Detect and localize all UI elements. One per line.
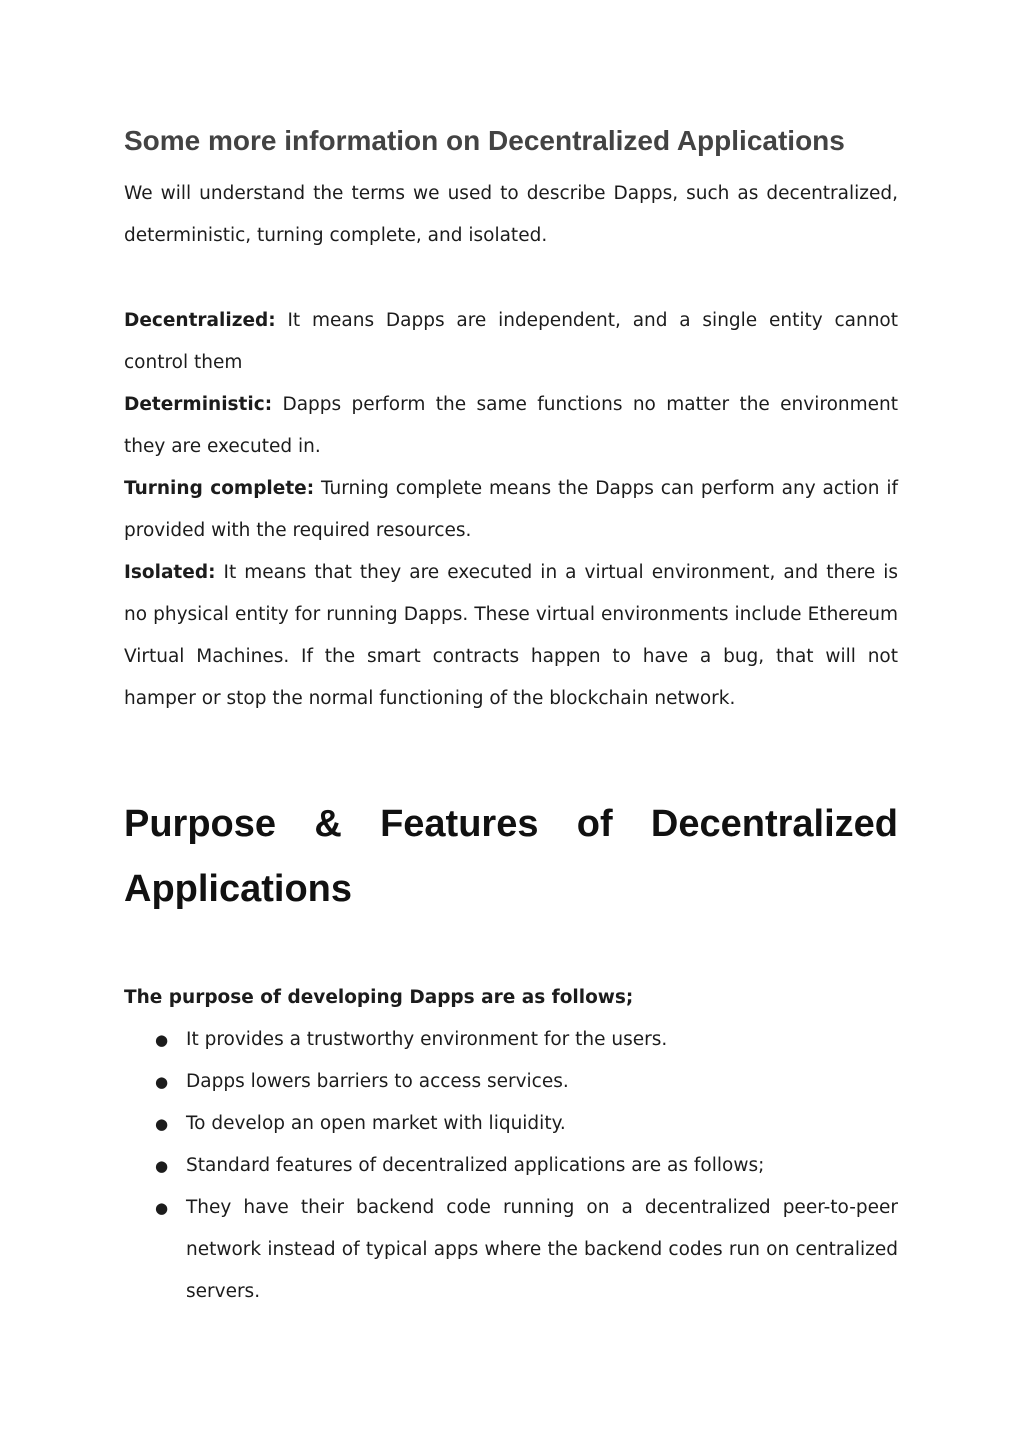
definition-decentralized — [124, 300, 898, 384]
main-heading-word: Purpose — [124, 803, 277, 845]
bullet-icon: ● — [155, 1115, 169, 1133]
main-heading-line-1 — [124, 792, 898, 857]
definition-text: It means that they are executed in a virtual environment, and there is no physical entity for running Dapps. These virtual environments include Ethereum Virtual Machines. If the smart contracts happen to have a bug, that will not hamper or stop the normal functioning of the blockchain network. — [124, 562, 898, 709]
main-heading — [124, 792, 898, 922]
definition-term: Turning complete: — [124, 478, 315, 499]
bullet-icon: ● — [155, 1031, 169, 1049]
list-item-text: Dapps lowers barriers to access services. — [186, 1071, 569, 1092]
main-heading-word: & — [314, 803, 342, 845]
main-heading-word: of — [576, 803, 613, 845]
intro-paragraph: We will understand the terms we used to describe Dapps, such as decentralized, deterministic, turning complete, and isolated. — [124, 183, 898, 246]
list-item — [124, 1145, 898, 1187]
list-item — [124, 1019, 898, 1061]
purpose-list — [124, 1019, 898, 1313]
list-item — [124, 1187, 898, 1313]
definition-turning-complete — [124, 468, 898, 552]
definition-deterministic — [124, 384, 898, 468]
definition-text: Dapps perform the same functions no matter the environment they are executed in. — [124, 394, 898, 457]
definition-term: Deterministic: — [124, 394, 273, 415]
section-heading: Some more information on Decentralized Applications — [124, 125, 845, 156]
definition-text: Turning complete means the Dapps can perform any action if provided with the required resources. — [124, 478, 898, 541]
definition-text: It means Dapps are independent, and a single entity cannot control them — [124, 310, 898, 373]
definition-term: Isolated: — [124, 562, 216, 583]
list-item-text: Standard features of decentralized applications are as follows; — [186, 1155, 765, 1176]
main-heading-word: Features — [380, 803, 539, 845]
definition-isolated — [124, 552, 898, 720]
main-heading-line-2: Applications — [124, 868, 353, 910]
list-item-text: It provides a trustworthy environment for the users. — [186, 1029, 668, 1050]
bullet-icon: ● — [155, 1199, 169, 1217]
definitions-list — [124, 300, 898, 720]
list-item-text: To develop an open market with liquidity. — [186, 1113, 566, 1134]
list-item — [124, 1103, 898, 1145]
bullet-icon: ● — [155, 1157, 169, 1175]
purpose-lead: The purpose of developing Dapps are as follows; — [124, 987, 634, 1008]
bullet-icon: ● — [155, 1073, 169, 1091]
definition-term: Decentralized: — [124, 310, 276, 331]
main-heading-word: Decentralized — [650, 803, 898, 845]
list-item — [124, 1061, 898, 1103]
list-item-text: They have their backend code running on a decentralized peer-to-peer network instead of typical apps where the backend codes run on centralized servers. — [186, 1197, 898, 1302]
